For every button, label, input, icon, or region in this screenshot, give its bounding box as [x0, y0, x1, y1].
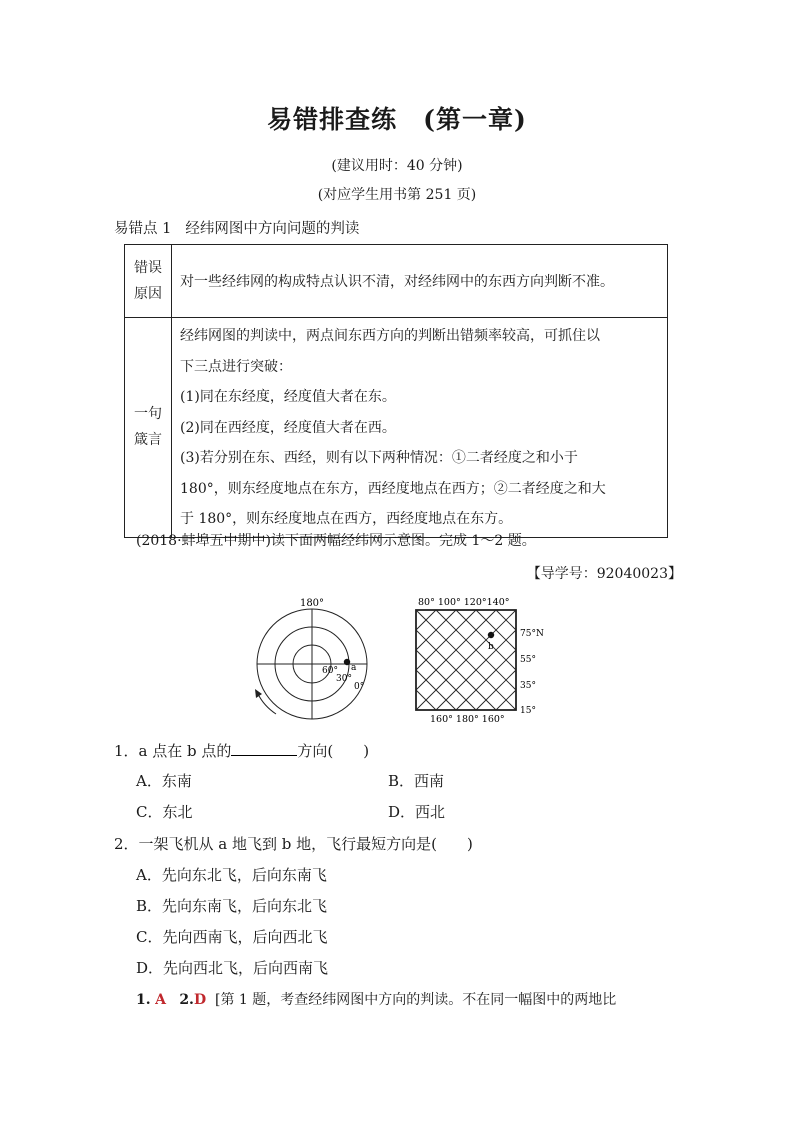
answer-line: 1. A 2.D [第 1 题，考查经纬网图中方向的判读。不在同一幅图中的两地比	[136, 992, 617, 1008]
point-a-marker	[344, 659, 350, 665]
q1-option-a: A．东南	[136, 772, 192, 790]
answer-2: D	[193, 992, 207, 1008]
row-content-motto: 经纬网图的判读中，两点间东西方向的判断出错频率较高，可抓住以 下三点进行突破： (1)同在东经度，经度值大者在东。 (2)同在西经度，经度值大者在西。 (3)若分别在东、西经，则有以下两种情况：①二者经度之和小于 180°，则东经度地点在东方，西经度地点在西方；②二者经度之和大 于 180°，则东经度地点在西方，西经度地点在东方。	[172, 318, 668, 538]
question-1-stem: 1．a 点在 b 点的 方向( )	[114, 742, 370, 760]
lat-label-55: 55°	[520, 655, 536, 665]
section-number: 易错点 1	[114, 221, 172, 237]
page-title: 易错排查练 (第一章)	[267, 105, 527, 134]
lat-label-15: 15°	[520, 706, 536, 716]
point-b-marker	[488, 632, 494, 638]
label-30: 30°	[336, 674, 352, 684]
question-2-stem: 2．一架飞机从 a 地飞到 b 地，飞行最短方向是( )	[114, 835, 473, 853]
answer-explanation: [第 1 题，考查经纬网图中方向的判读。不在同一幅图中的两地比	[214, 992, 617, 1008]
lat-label-75: 75°N	[520, 629, 544, 639]
lat-label-35: 35°	[520, 681, 536, 691]
rotation-arrowhead-icon	[255, 689, 262, 698]
question-intro: (2018·蚌埠五中期中)读下面两幅经纬网示意图。完成 1～2 题。	[136, 533, 536, 549]
top-longitude-labels: 80° 100° 120°140°	[418, 597, 510, 608]
point-b-label: b	[488, 642, 494, 652]
rotation-arrow-icon	[258, 694, 276, 714]
label-0: 0°	[354, 682, 365, 692]
grid-graticule-figure	[408, 594, 568, 728]
answer-1: A	[155, 992, 166, 1008]
q1-option-d: D．西北	[388, 803, 446, 821]
q2-option-b: B．先向东南飞，后向东北飞	[136, 897, 328, 915]
q1-option-c: C．东北	[136, 803, 193, 821]
section-title: 经纬网图中方向问题的判读	[185, 221, 360, 237]
q1-option-b: B．西南	[388, 772, 445, 790]
table-row	[125, 245, 668, 318]
table-row	[125, 318, 668, 538]
answer-blank	[231, 741, 297, 756]
q2-option-c: C．先向西南飞，后向西北飞	[136, 928, 328, 946]
guide-number: 【导学号：92040023】	[526, 566, 682, 582]
section-heading	[114, 217, 359, 238]
grid-lines	[416, 610, 516, 710]
row-label-motto: 一句 箴言	[125, 318, 172, 538]
polar-graticule-figure	[240, 592, 380, 724]
suggested-time: (建议用时：40 分钟)	[331, 158, 463, 174]
row-label-cause: 错误 原因	[125, 245, 172, 318]
label-60: 60°	[322, 666, 338, 676]
bottom-longitude-labels: 160° 180° 160°	[430, 714, 505, 725]
point-a-label: a	[351, 663, 357, 673]
book-page-ref: (对应学生用书第 251 页)	[317, 187, 477, 203]
row-content-cause: 对一些经纬网的构成特点认识不清，对经纬网中的东西方向判断不准。	[172, 245, 668, 318]
error-table	[124, 244, 668, 538]
q2-option-d: D．先向西北飞，后向西南飞	[136, 959, 329, 977]
label-180: 180°	[299, 598, 325, 609]
q2-option-a: A．先向东北飞，后向东南飞	[136, 866, 327, 884]
